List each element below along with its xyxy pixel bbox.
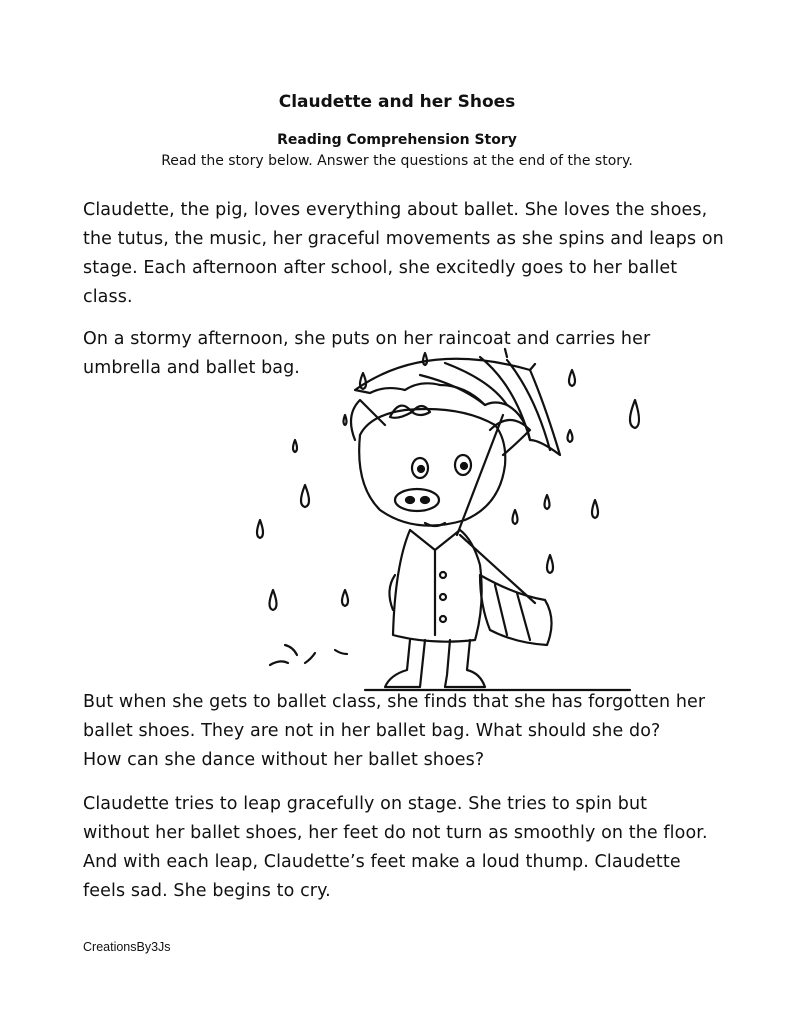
boots-icon	[365, 640, 630, 690]
story-line: Claudette, the pig, loves everything about ballet. She loves the shoes,	[83, 200, 708, 220]
pig-head-icon	[351, 400, 530, 526]
page-subtitle: Reading Comprehension Story	[277, 132, 517, 148]
story-line: But when she gets to ballet class, she finds that she has forgotten her	[83, 692, 706, 712]
story-paragraph-4	[83, 790, 723, 906]
story-line: How can she dance without her ballet shoes?	[83, 750, 485, 770]
story-paragraph-1	[83, 196, 723, 312]
story-paragraph-3	[83, 688, 723, 775]
story-line: And with each leap, Claudette’s feet make a loud thump. Claudette	[83, 852, 681, 872]
story-line: On a stormy afternoon, she puts on her raincoat and carries her	[83, 329, 651, 349]
page-title: Claudette and her Shoes	[278, 92, 516, 112]
story-line: without her ballet shoes, her feet do not turn as smoothly on the floor.	[83, 823, 708, 843]
story-line: Claudette tries to leap gracefully on stage. She tries to spin but	[83, 794, 648, 814]
raincoat-icon	[389, 530, 481, 642]
story-line: the tutus, the music, her graceful movements as she spins and leaps on	[83, 229, 724, 249]
instructions-text: Read the story below. Answer the questions at the end of the story.	[161, 153, 633, 169]
raindrops-icon	[257, 353, 639, 665]
story-line: ballet shoes. They are not in her ballet bag. What should she do?	[83, 721, 661, 741]
footer-credit: CreationsBy3Js	[83, 940, 171, 954]
pig-with-umbrella-illustration-icon	[245, 345, 715, 695]
umbrella-icon	[355, 349, 560, 535]
story-line: class.	[83, 287, 133, 307]
story-line: umbrella and ballet bag.	[83, 358, 300, 378]
ballet-bag-icon	[460, 535, 552, 645]
story-line: stage. Each afternoon after school, she excitedly goes to her ballet	[83, 258, 678, 278]
story-line: feels sad. She begins to cry.	[83, 881, 331, 901]
